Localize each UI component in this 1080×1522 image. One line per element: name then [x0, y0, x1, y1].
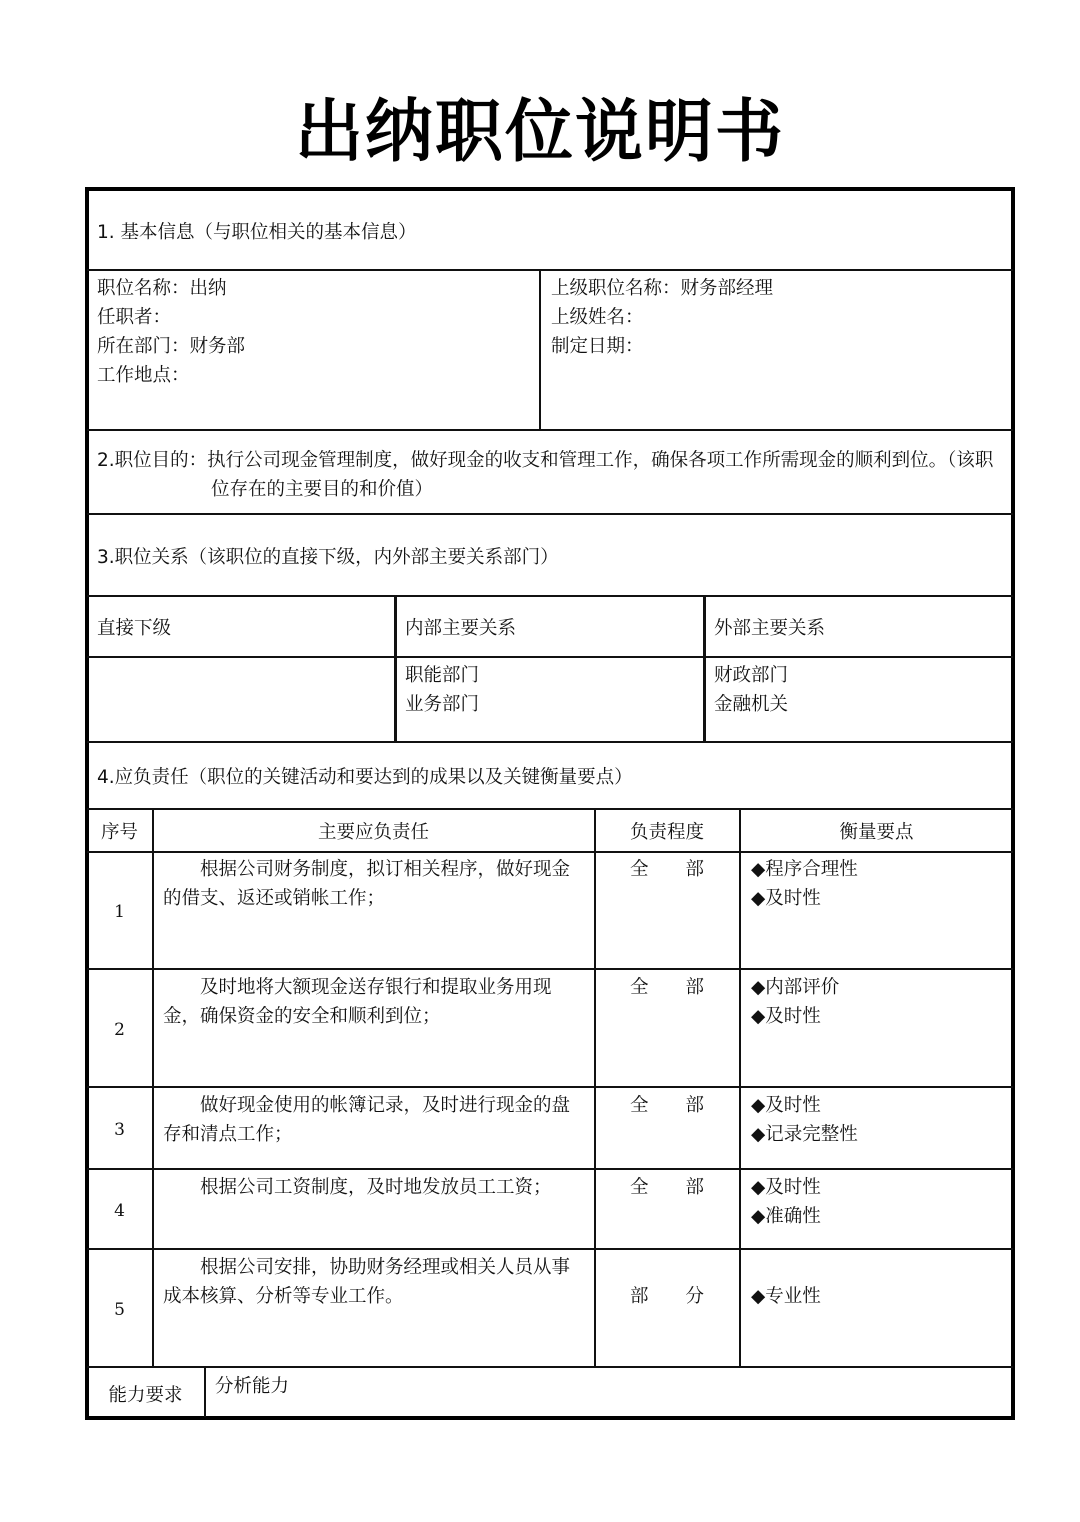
- header-points: 衡量要点: [839, 822, 914, 843]
- external-relation: 金融机关: [714, 694, 789, 715]
- rule: [703, 596, 706, 742]
- rule: [87, 1168, 1013, 1170]
- rule: [87, 1366, 1013, 1368]
- duty-text: 根据公司安排，协助财务经理或相关人员从事: [200, 1257, 571, 1278]
- degree: 全 部: [629, 859, 704, 880]
- duty-text: 根据公司财务制度，拟订相关程序，做好现金: [200, 859, 571, 880]
- rule: [87, 513, 1013, 515]
- duty-text: 金，确保资金的安全和顺利到位；: [163, 1006, 441, 1027]
- row-number: 3: [114, 1120, 125, 1140]
- row-number: 5: [114, 1300, 125, 1320]
- position-purpose: 2.职位目的：执行公司现金管理制度，做好现金的收支和管理工作，确保各项工作所需现金的顺利到位。（该职: [97, 450, 994, 471]
- creation-date: 制定日期：: [551, 336, 644, 357]
- external-relation: 财政部门: [714, 665, 789, 686]
- col-internal-relations: 内部主要关系: [405, 618, 517, 639]
- section-3-heading: 3.职位关系（该职位的直接下级，内外部主要关系部门）: [97, 547, 559, 568]
- rule: [152, 809, 154, 1367]
- rule: [87, 851, 1013, 853]
- measure-point: ◆及时性: [751, 888, 821, 909]
- row-number: 1: [114, 902, 125, 922]
- rule: [394, 596, 397, 742]
- rule: [87, 1086, 1013, 1088]
- measure-point: ◆及时性: [751, 1177, 821, 1198]
- header-degree: 负责程度: [629, 822, 704, 843]
- department: 所在部门：财务部: [97, 336, 246, 357]
- rule: [87, 968, 1013, 970]
- supervisor-position: 上级职位名称：财务部经理: [551, 278, 774, 299]
- measure-point: ◆程序合理性: [751, 859, 858, 880]
- duty-text: 做好现金使用的帐簿记录，及时进行现金的盘: [200, 1095, 571, 1116]
- row-number: 2: [114, 1020, 125, 1040]
- supervisor-name: 上级姓名：: [551, 307, 644, 328]
- page-title: 出纳职位说明书: [294, 93, 785, 172]
- measure-point: ◆记录完整性: [751, 1124, 858, 1145]
- rule: [87, 1248, 1013, 1250]
- duty-text: 的借支、返还或销帐工作；: [163, 888, 386, 909]
- duty-text: 存和清点工作；: [163, 1124, 293, 1145]
- internal-relation: 业务部门: [405, 694, 480, 715]
- duty-text: 成本核算、分析等专业工作。: [163, 1286, 404, 1307]
- measure-point: ◆准确性: [751, 1206, 821, 1227]
- internal-relation: 职能部门: [405, 665, 480, 686]
- header-no: 序号: [100, 822, 138, 843]
- measure-point: ◆内部评价: [751, 977, 840, 998]
- duty-text: 及时地将大额现金送存银行和提取业务用现: [200, 977, 552, 998]
- col-direct-subordinates: 直接下级: [97, 618, 172, 639]
- degree: 全 部: [629, 977, 704, 998]
- measure-point: ◆专业性: [751, 1286, 821, 1307]
- rule: [87, 741, 1013, 743]
- measure-point: ◆及时性: [751, 1006, 821, 1027]
- position-name: 职位名称：出纳: [97, 278, 227, 299]
- section-4-heading: 4.应负责任（职位的关键活动和要达到的成果以及关键衡量要点）: [97, 767, 633, 788]
- rule: [87, 808, 1013, 810]
- measure-point: ◆及时性: [751, 1095, 821, 1116]
- section-1-heading: 1. 基本信息（与职位相关的基本信息）: [97, 222, 417, 243]
- rule: [87, 656, 1013, 658]
- degree: 部 分: [629, 1286, 704, 1307]
- ability-value: 分析能力: [215, 1376, 290, 1397]
- rule: [87, 269, 1013, 271]
- rule: [539, 270, 541, 430]
- duty-text: 根据公司工资制度，及时地发放员工工资；: [200, 1177, 552, 1198]
- rule: [739, 809, 741, 1367]
- position-purpose-cont: 位存在的主要目的和价值）: [211, 479, 434, 500]
- rule: [87, 429, 1013, 431]
- rule: [204, 1367, 206, 1417]
- incumbent: 任职者：: [97, 307, 172, 328]
- row-number: 4: [114, 1201, 125, 1221]
- job-description-table: [85, 187, 1015, 1420]
- degree: 全 部: [629, 1177, 704, 1198]
- ability-label: 能力要求: [108, 1385, 183, 1406]
- work-location: 工作地点：: [97, 365, 190, 386]
- degree: 全 部: [629, 1095, 704, 1116]
- rule: [87, 595, 1013, 597]
- col-external-relations: 外部主要关系: [714, 618, 826, 639]
- header-duty: 主要应负责任: [317, 822, 429, 843]
